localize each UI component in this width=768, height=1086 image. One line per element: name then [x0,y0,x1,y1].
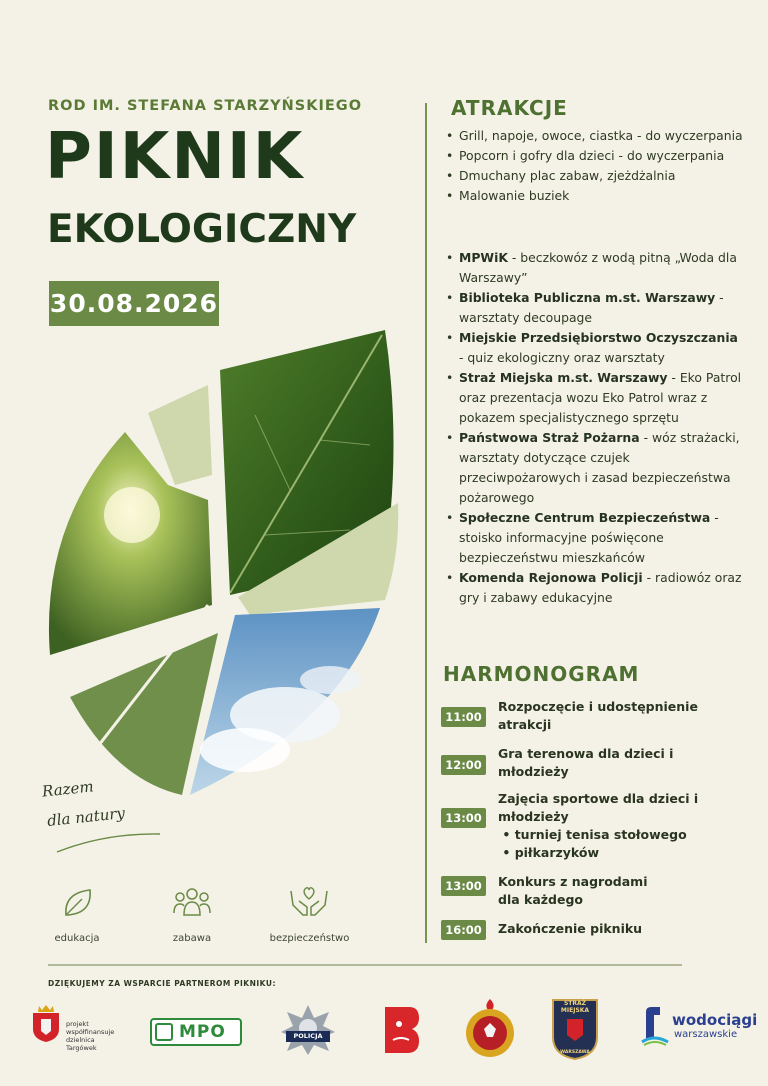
time-badge: 12:00 [441,755,486,775]
leaf-illustration [40,325,405,805]
list-item-text: Grill, napoje, owoce, ciastka - do wyczerpania [459,128,743,143]
time-badge: 11:00 [441,707,486,727]
list-item [445,126,745,146]
city-guard-badge-text [552,1000,598,1014]
partner-name: Państwowa Straż Pożarna [459,430,640,445]
schedule-row [441,745,728,781]
partner-item [445,568,745,608]
value-label-safety: bezpieczeństwo [269,933,350,944]
schedule-heading: HARMONOGRAM [443,662,640,686]
list-item [445,186,745,206]
leaf-icon [60,885,96,921]
cofinance-line: projekt [66,1020,89,1028]
column-divider [425,103,427,943]
list-item-text: Malowanie buziek [459,188,570,203]
value-label-fun: zabawa [172,933,212,944]
partner-desc: - beczkowóz z wodą pitną „Woda dla Warszawy” [459,250,737,285]
partner-desc: - stoisko informacyjne poświęcone bezpieczeństwu mieszkańców [459,510,719,565]
pale-segment-top [148,385,212,485]
police-logo-text: POLICJA [286,1031,330,1042]
schedule-sub-item: • piłkarzyków [498,845,600,860]
mpo-mark-icon [155,1023,173,1041]
cofinance-line: Targówek [66,1044,97,1052]
attractions-heading: ATRAKCJE [451,96,568,120]
cofinance-line: współfinansuje [66,1028,115,1036]
slogan-underline [55,828,165,858]
partner-name: MPWiK [459,250,508,265]
partner-item [445,288,745,328]
partner-desc: - radiowóz oraz gry i zabawy edukacyjne [459,570,742,605]
value-label-education: edukacja [54,933,100,944]
time-badge: 13:00 [441,808,486,828]
list-item-text: Popcorn i gofry dla dzieci - do wyczerpania [459,148,725,163]
attractions-general-list [445,126,745,206]
partner-name: Biblioteka Publiczna m.st. Warszawy [459,290,716,305]
list-item [445,166,745,186]
list-item-text: Dmuchany plac zabaw, zjeżdżalnia [459,168,676,183]
wodociagi-logo-text: wodociągi [672,1011,758,1029]
library-logo-icon [381,1004,421,1056]
city-guard-text-bottom: WARSZAWA [560,1050,590,1055]
partner-name: Miejskie Przedsiębiorstwo Oczyszczania [459,330,738,345]
partner-item [445,328,745,368]
title-line-2: EKOLOGICZNY [47,207,357,252]
partner-name: Komenda Rejonowa Policji [459,570,643,585]
hands-heart-icon [288,883,330,921]
partner-item [445,428,745,508]
schedule-text: Zajęcia sportowe dla dzieci i młodzieży [498,791,699,824]
wodociagi-logo-subtext: warszawskie [674,1029,738,1040]
schedule-sub-item: • turniej tenisa stołowego [498,827,687,842]
footer-divider [48,964,682,966]
wodociagi-logo-icon [640,1004,670,1046]
fire-service-badge-icon [462,997,518,1061]
partner-item [445,508,745,568]
city-guard-text-mid: MIEJSKA [560,1007,590,1014]
schedule-row [441,873,668,909]
schedule-text: Rozpoczęcie i udostępnienie atrakcji [498,699,698,732]
schedule-block [498,790,728,862]
organizer-label: ROD IM. STEFANA STARZYŃSKIEGO [48,98,363,114]
targowek-coat-of-arms-icon [30,1003,62,1043]
time-badge: 16:00 [441,920,486,940]
time-badge: 13:00 [441,876,486,896]
cofinance-line: dzielnica [66,1036,95,1044]
partner-desc: - wóz strażacki, warsztaty dotyczące czujek przeciwpożarowych i zasad bezpieczeństwa pożarowego [459,430,740,505]
partner-name: Straż Miejska m.st. Warszawy [459,370,668,385]
thanks-label: DZIĘKUJEMY ZA WSPARCIE PARTNEROM PIKNIKU: [48,979,276,988]
mpo-logo-text: MPO [179,1022,226,1042]
slogan-line-1: Razem [41,777,95,801]
green-segment-bottom [70,633,218,795]
date-badge: 30.08.2026 [49,281,219,326]
title-line-1: PIKNIK [45,120,305,194]
schedule-sub-text: piłkarzyków [514,845,600,860]
attractions-partners-list [445,248,745,608]
schedule-text: Zakończenie pikniku [498,921,643,936]
partner-item [445,368,745,428]
slogan-line-2: dla natury [46,803,126,831]
mpo-logo [150,1018,242,1046]
schedule-row [441,698,728,734]
cofinance-note [66,1020,114,1052]
schedule-sub-text: turniej tenisa stołowego [514,827,687,842]
partner-desc: - Eko Patrol oraz prezentacja wozu Eko Patrol wraz z pokazem specjalistycznego sprzętu [459,370,742,425]
partner-desc: - warsztaty decoupage [459,290,724,325]
partner-item [445,248,745,288]
schedule-row [441,790,728,862]
schedule-row [441,920,728,940]
city-guard-text-top: STRAŻ [563,1000,587,1007]
schedule-text: Konkurs z nagrodami dla każdego [498,874,648,907]
people-icon [172,885,212,921]
schedule-text: Gra terenowa dla dzieci i młodzieży [498,746,674,779]
list-item [445,146,745,166]
partner-desc: - quiz ekologiczny oraz warsztaty [459,350,665,365]
police-star-icon [280,1004,336,1056]
partner-name: Społeczne Centrum Bezpieczeństwa [459,510,711,525]
